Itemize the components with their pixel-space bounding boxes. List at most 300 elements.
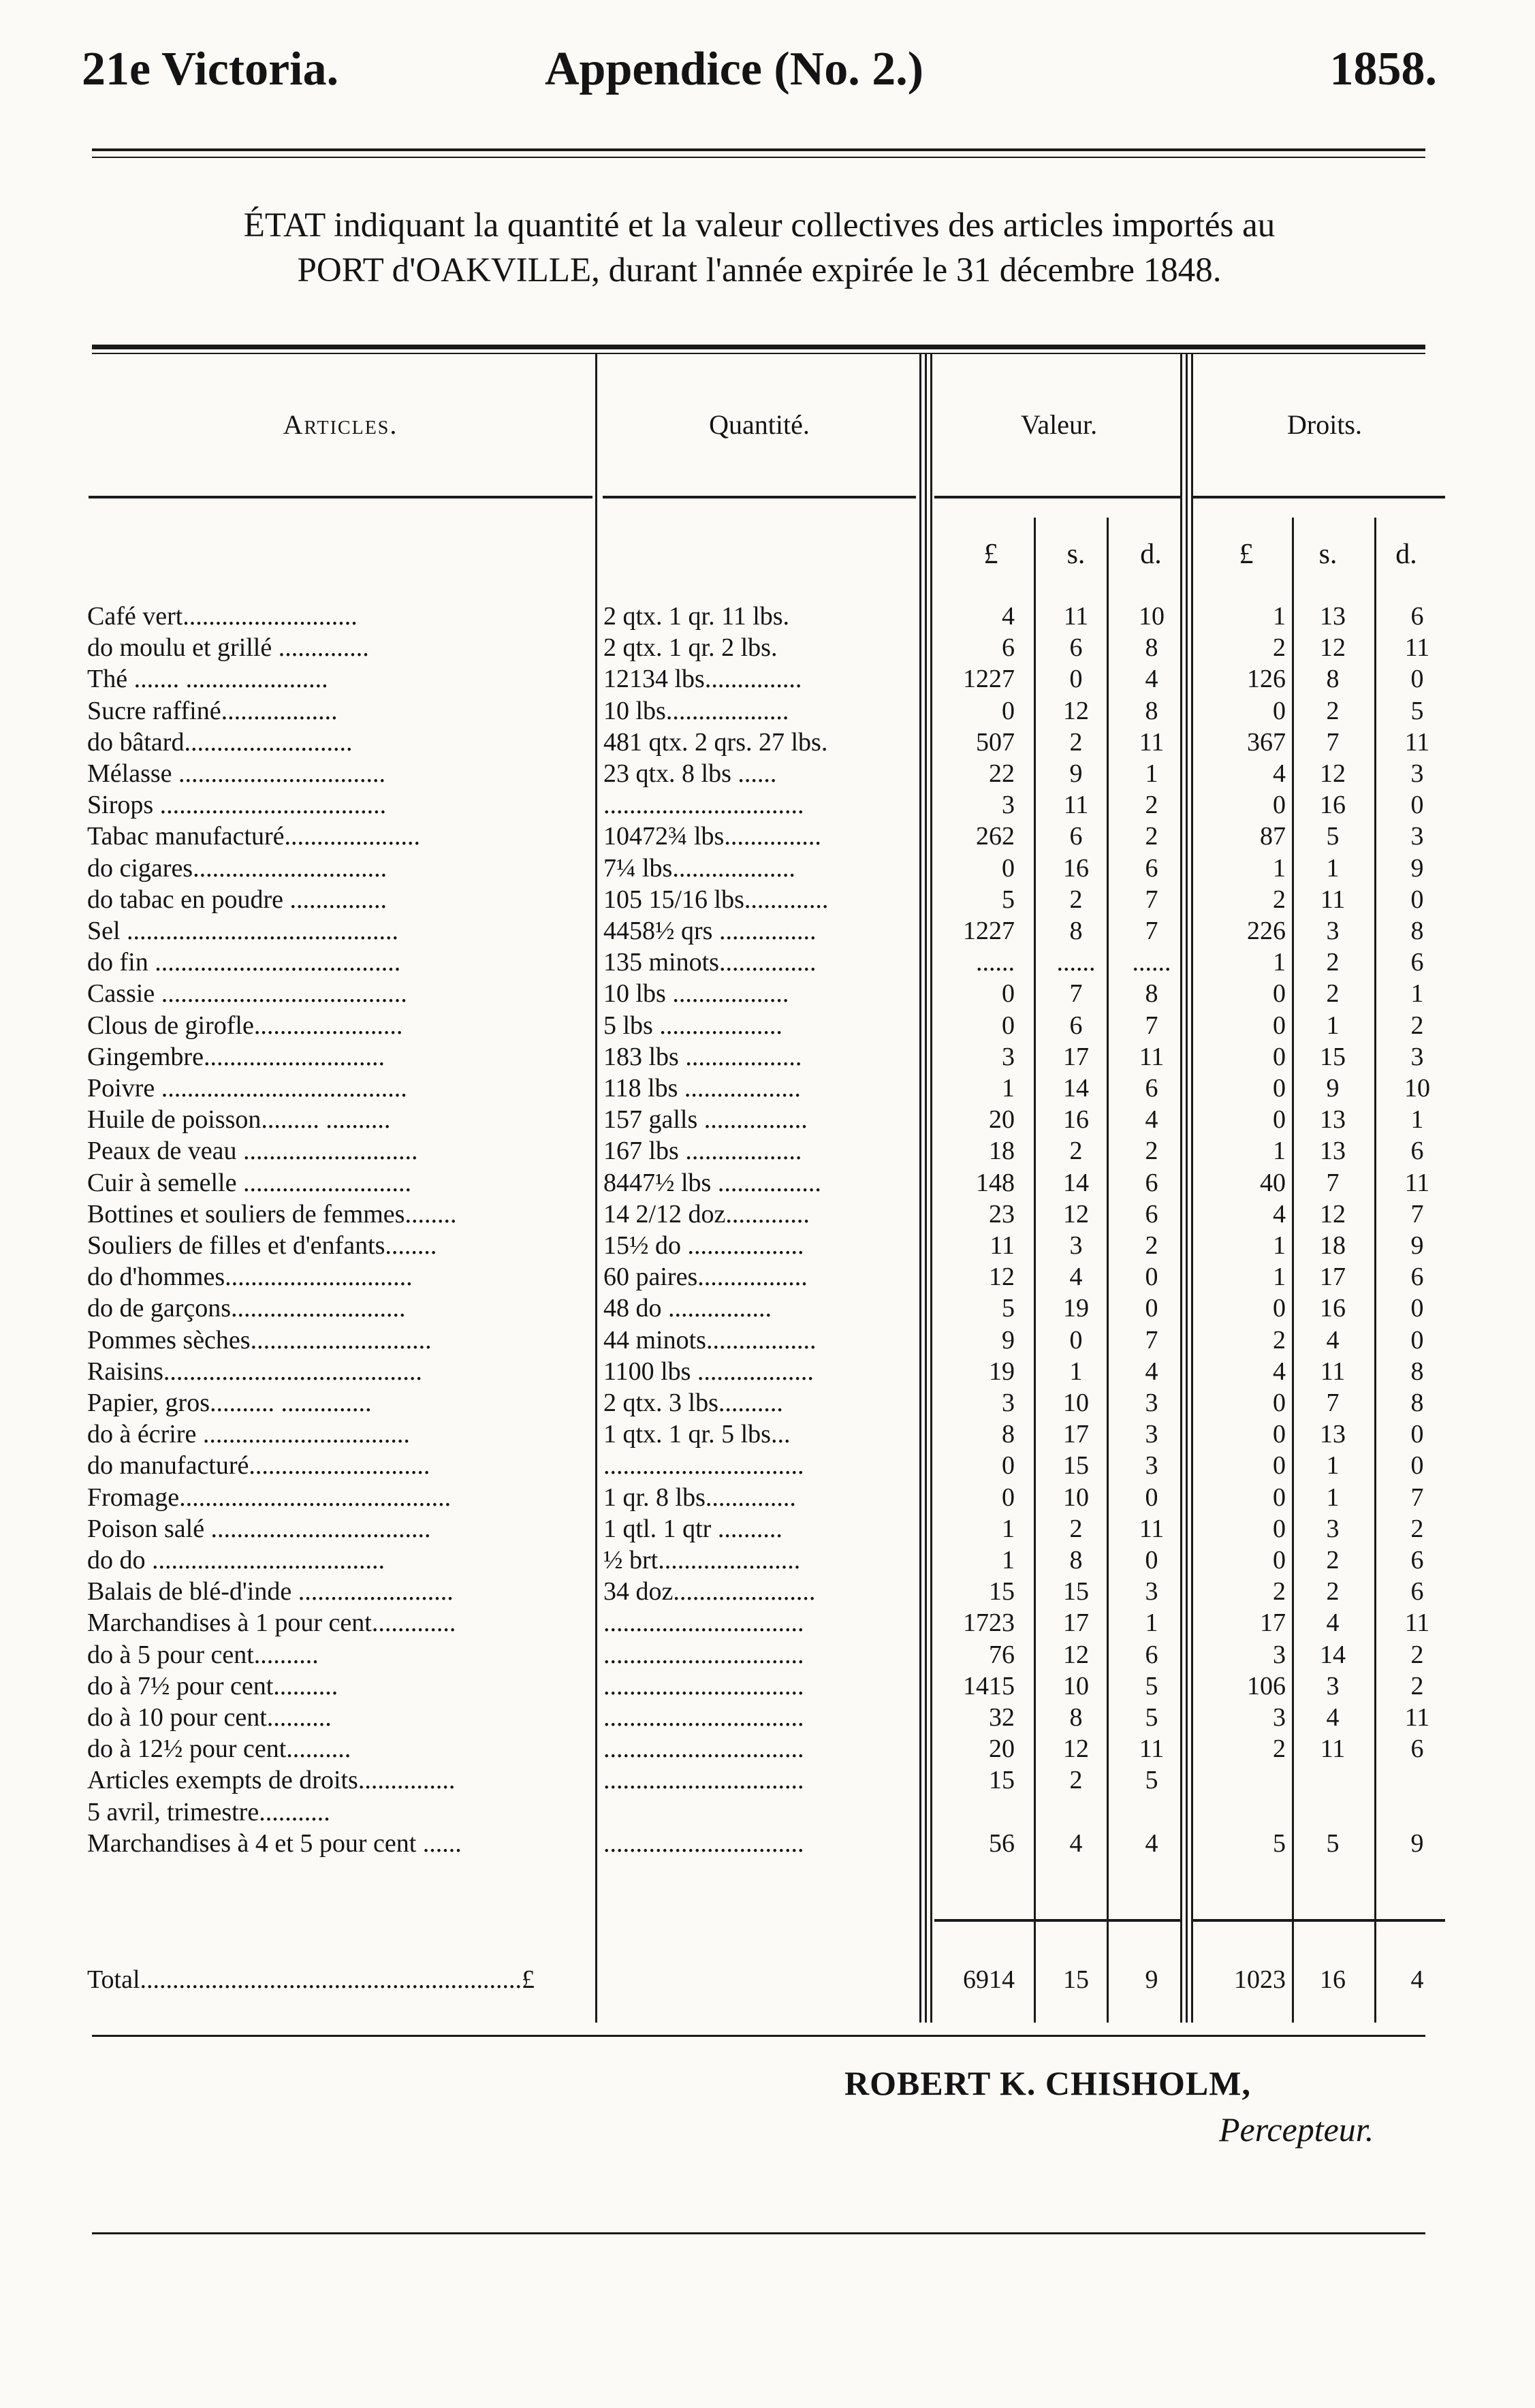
- row-valeur-pounds: 20: [989, 1105, 1015, 1135]
- row-droits-pounds: 17: [1260, 1609, 1286, 1638]
- row-droits-pence: 6: [1410, 602, 1424, 631]
- row-article: Gingembre............................: [87, 1042, 385, 1071]
- row-droits-shillings: 15: [1320, 1042, 1346, 1071]
- table-row: [0, 1104, 1535, 1135]
- row-article: Bottines et souliers de femmes........: [87, 1199, 457, 1229]
- row-droits-pence: 0: [1410, 791, 1424, 820]
- row-droits-pounds: 0: [1273, 1294, 1286, 1323]
- row-droits-pounds: 0: [1273, 1105, 1286, 1135]
- row-droits-pence: 11: [1404, 633, 1430, 663]
- table-row: [0, 1230, 1535, 1261]
- row-valeur-shillings: 4: [1069, 1828, 1083, 1858]
- row-article: Fromage..........................................: [87, 1483, 452, 1512]
- row-droits-shillings: 7: [1326, 1389, 1340, 1417]
- table-row: [0, 1576, 1535, 1607]
- row-quantity: 5 lbs ...................: [603, 1011, 782, 1040]
- row-valeur-pence: 0: [1145, 1546, 1158, 1574]
- unit-droits-pence: d.: [1395, 539, 1417, 570]
- row-droits-shillings: 18: [1320, 1231, 1346, 1260]
- row-quantity: 34 doz......................: [603, 1577, 816, 1606]
- row-article: Poivre ......................................: [87, 1074, 407, 1103]
- row-droits-pence: 6: [1410, 1734, 1424, 1764]
- row-valeur-pounds: 12: [989, 1263, 1015, 1292]
- row-quantity: ½ brt......................: [603, 1546, 801, 1574]
- total-droits-pence: 4: [1410, 1965, 1424, 1994]
- row-valeur-pounds: 19: [989, 1357, 1015, 1386]
- row-valeur-shillings: 4: [1069, 1263, 1083, 1292]
- row-droits-pence: 9: [1410, 1828, 1424, 1858]
- row-article: do à écrire ................................: [87, 1420, 410, 1449]
- row-valeur-shillings: 12: [1063, 696, 1089, 725]
- header-year: 1858.: [1329, 43, 1437, 95]
- row-valeur-pounds: 1227: [963, 917, 1015, 945]
- row-quantity: ...............................: [603, 1671, 804, 1700]
- row-droits-pounds: 1: [1273, 948, 1286, 977]
- table-top-rule-thin: [92, 353, 1425, 354]
- row-quantity: ...............................: [603, 1766, 804, 1795]
- unit-valeur-pounds: £: [983, 539, 998, 570]
- row-droits-shillings: 2: [1326, 1577, 1340, 1606]
- header-appendix: Appendice (No. 2.): [545, 43, 924, 95]
- row-droits-shillings: 2: [1326, 979, 1340, 1009]
- row-quantity: 48 do ................: [603, 1294, 772, 1323]
- row-article: Pommes sèches............................: [87, 1325, 432, 1354]
- row-valeur-pence: 2: [1145, 822, 1158, 851]
- table-row: [0, 1325, 1535, 1356]
- row-quantity: 118 lbs ..................: [603, 1074, 801, 1103]
- header-rule-droits: [1193, 496, 1445, 498]
- row-valeur-shillings: 16: [1063, 1105, 1089, 1135]
- row-quantity: 1 qtx. 1 qr. 5 lbs...: [603, 1420, 791, 1449]
- table-row: [0, 1702, 1535, 1733]
- row-valeur-pounds: 6: [1002, 633, 1015, 663]
- row-droits-pounds: 0: [1273, 1420, 1286, 1449]
- row-quantity: ...............................: [603, 1640, 804, 1669]
- row-valeur-pence: 0: [1145, 1483, 1158, 1512]
- row-valeur-pence: 2: [1145, 791, 1158, 820]
- row-droits-pence: 2: [1410, 1011, 1424, 1040]
- row-droits-pence: 0: [1410, 665, 1424, 694]
- row-valeur-pence: 4: [1145, 1105, 1158, 1135]
- row-quantity: 7¼ lbs...................: [603, 853, 795, 883]
- row-quantity: 10 lbs...................: [603, 696, 789, 725]
- row-droits-shillings: 7: [1326, 1168, 1340, 1197]
- table-row: [0, 821, 1535, 852]
- table-row: [0, 1733, 1535, 1764]
- row-droits-pounds: 1: [1273, 853, 1286, 883]
- row-quantity: ...............................: [603, 791, 804, 820]
- row-droits-shillings: 11: [1320, 885, 1346, 914]
- row-droits-pence: 8: [1410, 1357, 1424, 1386]
- table-row: [0, 758, 1535, 789]
- row-article: do manufacturé............................: [87, 1451, 430, 1480]
- row-valeur-shillings: 11: [1063, 602, 1089, 631]
- row-droits-shillings: 17: [1320, 1263, 1346, 1292]
- row-valeur-shillings: 6: [1069, 822, 1083, 851]
- row-droits-pounds: 126: [1247, 665, 1286, 694]
- row-valeur-shillings: 12: [1063, 1199, 1089, 1229]
- row-valeur-shillings: 15: [1063, 1577, 1089, 1606]
- header-session: 21e Victoria.: [82, 43, 339, 95]
- row-quantity: 15½ do ..................: [603, 1231, 804, 1260]
- row-quantity: 2 qtx. 1 qr. 11 lbs.: [603, 602, 790, 631]
- row-valeur-pounds: 0: [1002, 1011, 1015, 1040]
- row-quantity: ...............................: [603, 1451, 804, 1480]
- total-droits-pounds: 1023: [1234, 1965, 1286, 1994]
- row-valeur-pence: 1: [1145, 759, 1158, 788]
- row-droits-pounds: 4: [1273, 1357, 1286, 1386]
- row-droits-pounds: 2: [1273, 1734, 1286, 1764]
- row-droits-shillings: 12: [1320, 1199, 1346, 1229]
- row-droits-pence: 3: [1410, 759, 1424, 788]
- row-valeur-shillings: 0: [1069, 1325, 1083, 1354]
- row-droits-pence: 0: [1410, 1420, 1424, 1449]
- row-valeur-pence: 7: [1145, 917, 1158, 945]
- page-header: [82, 42, 1437, 104]
- row-quantity: 23 qtx. 8 lbs ......: [603, 759, 777, 788]
- row-article: Sirops ...................................: [87, 791, 387, 820]
- row-article: Café vert...........................: [87, 602, 358, 631]
- row-quantity: ...............................: [603, 1734, 804, 1764]
- row-droits-pounds: 226: [1247, 917, 1286, 945]
- row-droits-pence: 11: [1404, 1609, 1430, 1638]
- header-rule-bottom: [92, 157, 1425, 158]
- row-article: do à 5 pour cent..........: [87, 1640, 319, 1669]
- row-droits-pounds: 1: [1273, 1231, 1286, 1260]
- row-valeur-pence: ......: [1132, 948, 1171, 977]
- row-quantity: 2 qtx. 1 qr. 2 lbs.: [603, 633, 778, 663]
- row-droits-pounds: 1: [1273, 602, 1286, 631]
- row-valeur-shillings: 2: [1069, 1766, 1083, 1795]
- row-quantity: 1 qr. 8 lbs..............: [603, 1483, 796, 1512]
- row-quantity: 1 qtl. 1 qtr ..........: [603, 1514, 782, 1543]
- row-valeur-shillings: 17: [1063, 1609, 1089, 1638]
- row-droits-pounds: 3: [1273, 1640, 1286, 1669]
- row-droits-pounds: 106: [1247, 1671, 1286, 1700]
- row-article: Sel ..........................................: [87, 917, 399, 945]
- row-article: Mélasse ................................: [87, 759, 386, 788]
- row-quantity: 14 2/12 doz.............: [603, 1199, 810, 1229]
- page-bottom-rule: [92, 2232, 1425, 2234]
- row-droits-pounds: 2: [1273, 633, 1286, 663]
- row-valeur-pounds: 0: [1002, 1483, 1015, 1512]
- row-droits-shillings: 3: [1326, 917, 1340, 945]
- table-row: [0, 632, 1535, 663]
- row-valeur-pence: 7: [1145, 885, 1158, 914]
- row-article: Balais de blé-d'inde ........................: [87, 1577, 454, 1606]
- row-valeur-shillings: 2: [1069, 885, 1083, 914]
- row-droits-shillings: 13: [1320, 1137, 1346, 1166]
- row-article: Marchandises à 1 pour cent.............: [87, 1609, 456, 1638]
- row-valeur-pounds: ......: [976, 948, 1015, 977]
- row-droits-pounds: 0: [1273, 696, 1286, 725]
- row-valeur-shillings: 12: [1063, 1640, 1089, 1669]
- row-quantity: 60 paires.................: [603, 1263, 808, 1292]
- row-valeur-shillings: 7: [1069, 979, 1083, 1009]
- row-droits-shillings: 7: [1326, 727, 1340, 757]
- row-article: Cassie ......................................: [87, 979, 407, 1009]
- row-droits-shillings: 3: [1326, 1514, 1340, 1543]
- row-droits-pence: 11: [1404, 727, 1430, 757]
- row-droits-shillings: 2: [1326, 1546, 1340, 1574]
- row-droits-pounds: 1: [1273, 1137, 1286, 1166]
- row-droits-shillings: 4: [1326, 1703, 1340, 1732]
- row-valeur-pence: 11: [1139, 1042, 1165, 1071]
- row-valeur-shillings: 19: [1063, 1294, 1089, 1323]
- table-row: [0, 1041, 1535, 1073]
- row-quantity: 105 15/16 lbs.............: [603, 885, 829, 914]
- row-valeur-shillings: 9: [1069, 759, 1083, 788]
- row-droits-shillings: 1: [1326, 1451, 1340, 1480]
- row-valeur-pence: 10: [1139, 602, 1165, 631]
- header-rule-quantite: [603, 496, 916, 498]
- row-valeur-pence: 11: [1139, 1514, 1165, 1543]
- row-droits-shillings: 9: [1326, 1074, 1340, 1103]
- row-droits-pence: 0: [1410, 1325, 1424, 1354]
- row-valeur-pence: 6: [1145, 1074, 1158, 1103]
- row-valeur-shillings: 1: [1069, 1357, 1083, 1386]
- row-quantity: 4458½ qrs ...............: [603, 917, 817, 945]
- row-valeur-pounds: 56: [989, 1828, 1015, 1858]
- table-row: [0, 663, 1535, 695]
- row-valeur-pounds: 0: [1002, 1451, 1015, 1480]
- row-droits-shillings: 1: [1326, 853, 1340, 883]
- row-valeur-pence: 8: [1145, 633, 1158, 663]
- row-quantity: ...............................: [603, 1609, 804, 1638]
- table-row: [0, 727, 1535, 758]
- row-article: do à 10 pour cent..........: [87, 1703, 332, 1732]
- header-rule-top: [92, 148, 1425, 151]
- row-droits-shillings: 14: [1320, 1640, 1346, 1669]
- table-row: [0, 1293, 1535, 1324]
- row-article: do cigares..............................: [87, 853, 387, 883]
- row-article: do de garçons...........................: [87, 1294, 406, 1323]
- row-article: do à 7½ pour cent..........: [87, 1671, 338, 1700]
- signature-role: Percepteur.: [1219, 2110, 1374, 2149]
- row-droits-pence: 8: [1410, 917, 1424, 945]
- row-valeur-shillings: 8: [1069, 917, 1083, 945]
- row-valeur-pence: 0: [1145, 1294, 1158, 1323]
- row-valeur-pence: 4: [1145, 665, 1158, 694]
- row-droits-shillings: 2: [1326, 696, 1340, 725]
- row-valeur-shillings: 17: [1063, 1420, 1089, 1449]
- row-valeur-pounds: 5: [1002, 885, 1015, 914]
- row-quantity: 2 qtx. 3 lbs..........: [603, 1389, 783, 1417]
- table-top-rule: [92, 345, 1425, 349]
- row-droits-shillings: 4: [1326, 1609, 1340, 1638]
- total-rule-droits: [1193, 1919, 1445, 1922]
- row-article: Thé ....... ......................: [87, 665, 328, 694]
- row-valeur-pence: 3: [1145, 1389, 1158, 1417]
- row-droits-pounds: 0: [1273, 1514, 1286, 1543]
- row-article: do moulu et grillé ..............: [87, 633, 369, 663]
- row-valeur-pounds: 32: [989, 1703, 1015, 1732]
- row-article: do à 12½ pour cent..........: [87, 1734, 351, 1764]
- row-valeur-shillings: 8: [1069, 1703, 1083, 1732]
- row-valeur-shillings: 14: [1063, 1074, 1089, 1103]
- row-valeur-shillings: 15: [1063, 1451, 1089, 1480]
- table-row: [0, 1482, 1535, 1513]
- row-article: 5 avril, trimestre...........: [87, 1797, 330, 1826]
- row-droits-shillings: 1: [1326, 1011, 1340, 1040]
- row-droits-shillings: 13: [1320, 602, 1346, 631]
- row-article: Tabac manufacturé.....................: [87, 822, 421, 851]
- row-droits-shillings: 5: [1326, 822, 1340, 851]
- row-valeur-pence: 2: [1145, 1231, 1158, 1260]
- table-row: [0, 789, 1535, 821]
- row-article: do bâtard..........................: [87, 727, 353, 757]
- row-valeur-shillings: 17: [1063, 1042, 1089, 1071]
- table-row: [0, 1167, 1535, 1199]
- row-droits-pounds: 40: [1260, 1168, 1286, 1197]
- row-droits-shillings: 13: [1320, 1420, 1346, 1449]
- row-valeur-pence: 7: [1145, 1011, 1158, 1040]
- table-row: [0, 1450, 1535, 1481]
- total-valeur-pence: 9: [1145, 1965, 1158, 1994]
- row-article: Souliers de filles et d'enfants........: [87, 1231, 437, 1260]
- row-droits-pence: 6: [1410, 1263, 1424, 1292]
- row-quantity: 157 galls ................: [603, 1105, 808, 1135]
- row-article: Marchandises à 4 et 5 pour cent ......: [87, 1828, 462, 1858]
- row-article: Clous de girofle.......................: [87, 1011, 403, 1040]
- row-droits-shillings: 3: [1326, 1671, 1340, 1700]
- row-droits-pence: 1: [1410, 979, 1424, 1009]
- row-quantity: 44 minots.................: [603, 1325, 817, 1354]
- row-droits-pounds: 0: [1273, 1389, 1286, 1417]
- row-valeur-pounds: 9: [1002, 1325, 1015, 1354]
- row-droits-pounds: 0: [1273, 1011, 1286, 1040]
- row-valeur-pence: 5: [1145, 1671, 1158, 1700]
- table-row-total: [0, 1964, 1535, 1995]
- row-valeur-pounds: 15: [989, 1577, 1015, 1606]
- row-valeur-pence: 11: [1139, 1734, 1165, 1764]
- table-row: [0, 915, 1535, 947]
- table-row: [0, 1010, 1535, 1041]
- row-valeur-pounds: 1723: [963, 1609, 1015, 1638]
- table-row: [0, 1670, 1535, 1702]
- row-article: Articles exempts de droits...............: [87, 1766, 456, 1795]
- table-row: [0, 1796, 1535, 1828]
- unit-valeur-pence: d.: [1140, 539, 1162, 570]
- row-valeur-shillings: 16: [1063, 853, 1089, 883]
- row-droits-pence: 1: [1410, 1105, 1424, 1135]
- row-quantity: 8447½ lbs ................: [603, 1168, 821, 1197]
- row-valeur-pounds: 1: [1002, 1074, 1015, 1103]
- row-valeur-pence: 11: [1139, 727, 1165, 757]
- row-droits-pounds: 0: [1273, 1074, 1286, 1103]
- row-droits-pence: 11: [1404, 1703, 1430, 1732]
- row-droits-shillings: 8: [1326, 665, 1340, 694]
- row-valeur-pence: 4: [1145, 1357, 1158, 1386]
- row-droits-pence: 2: [1410, 1640, 1424, 1669]
- table-row: [0, 1387, 1535, 1419]
- row-droits-shillings: 16: [1320, 1294, 1346, 1323]
- row-article: do fin ......................................: [87, 948, 401, 977]
- row-quantity: 10 lbs ..................: [603, 979, 789, 1009]
- table-row: [0, 1607, 1535, 1638]
- header-rule-valeur: [934, 496, 1181, 498]
- row-valeur-pounds: 8: [1002, 1420, 1015, 1449]
- row-droits-pence: 9: [1410, 853, 1424, 883]
- table-row: [0, 1073, 1535, 1104]
- row-droits-shillings: 5: [1326, 1828, 1340, 1858]
- row-droits-pounds: 0: [1273, 791, 1286, 820]
- row-valeur-shillings: 3: [1069, 1231, 1083, 1260]
- row-droits-pence: 0: [1410, 1294, 1424, 1323]
- row-valeur-pounds: 1: [1002, 1514, 1015, 1543]
- row-droits-shillings: 11: [1320, 1734, 1346, 1764]
- row-quantity: 1100 lbs ..................: [603, 1357, 814, 1386]
- row-droits-pounds: 2: [1273, 885, 1286, 914]
- row-valeur-pounds: 3: [1002, 1042, 1015, 1071]
- column-header-droits: Droits.: [1287, 409, 1362, 440]
- row-valeur-pounds: 23: [989, 1199, 1015, 1229]
- table-row: [0, 947, 1535, 978]
- row-valeur-shillings: 2: [1069, 727, 1083, 757]
- row-valeur-shillings: 10: [1063, 1389, 1089, 1417]
- table-row: [0, 884, 1535, 915]
- row-droits-pence: 3: [1410, 822, 1424, 851]
- row-droits-shillings: 2: [1326, 948, 1340, 977]
- row-droits-pence: 6: [1410, 1577, 1424, 1606]
- row-droits-pounds: 2: [1273, 1577, 1286, 1606]
- row-valeur-shillings: 10: [1063, 1483, 1089, 1512]
- table-row: [0, 1764, 1535, 1796]
- row-valeur-pence: 6: [1145, 1640, 1158, 1669]
- row-droits-pounds: 4: [1273, 759, 1286, 788]
- table-row: [0, 1639, 1535, 1670]
- table-row: [0, 695, 1535, 727]
- row-droits-pounds: 2: [1273, 1325, 1286, 1354]
- unit-droits-shillings: s.: [1318, 539, 1338, 570]
- row-valeur-pence: 8: [1145, 696, 1158, 725]
- row-valeur-pence: 1: [1145, 1609, 1158, 1638]
- row-valeur-pence: 6: [1145, 1199, 1158, 1229]
- row-valeur-shillings: 2: [1069, 1514, 1083, 1543]
- row-droits-pence: 3: [1410, 1042, 1424, 1071]
- row-valeur-pounds: 3: [1002, 1389, 1015, 1417]
- row-droits-pence: 6: [1410, 1546, 1424, 1574]
- row-valeur-pence: 7: [1145, 1325, 1158, 1354]
- row-droits-pence: 9: [1410, 1231, 1424, 1260]
- row-article: Peaux de veau ...........................: [87, 1137, 418, 1166]
- row-valeur-pounds: 3: [1002, 791, 1015, 820]
- row-valeur-pounds: 0: [1002, 853, 1015, 883]
- row-valeur-pounds: 11: [990, 1231, 1015, 1260]
- row-quantity: 12134 lbs...............: [603, 665, 802, 694]
- row-droits-pounds: 0: [1273, 1483, 1286, 1512]
- row-droits-shillings: 16: [1320, 791, 1346, 820]
- row-droits-pounds: 0: [1273, 979, 1286, 1009]
- row-valeur-pounds: 0: [1002, 696, 1015, 725]
- row-droits-pence: 7: [1410, 1483, 1424, 1512]
- title-line-2: PORT d'OAKVILLE, durant l'année expirée le 31 décembre 1848.: [297, 251, 1222, 289]
- row-droits-pence: 2: [1410, 1514, 1424, 1543]
- total-droits-shillings: 16: [1320, 1965, 1346, 1994]
- total-valeur-pounds: 6914: [963, 1965, 1015, 1994]
- row-valeur-pounds: 20: [989, 1734, 1015, 1764]
- row-article: Raisins........................................: [87, 1357, 422, 1386]
- row-article: do d'hommes.............................: [87, 1263, 413, 1292]
- row-droits-pounds: 367: [1247, 727, 1286, 757]
- signature-name: ROBERT K. CHISHOLM,: [844, 2064, 1251, 2102]
- document-title: [82, 203, 1437, 293]
- table-bottom-rule: [92, 2035, 1425, 2037]
- row-valeur-shillings: 14: [1063, 1168, 1089, 1197]
- row-article: Huile de poisson......... ..........: [87, 1105, 391, 1135]
- row-valeur-shillings: 6: [1069, 633, 1083, 663]
- table-row: [0, 853, 1535, 884]
